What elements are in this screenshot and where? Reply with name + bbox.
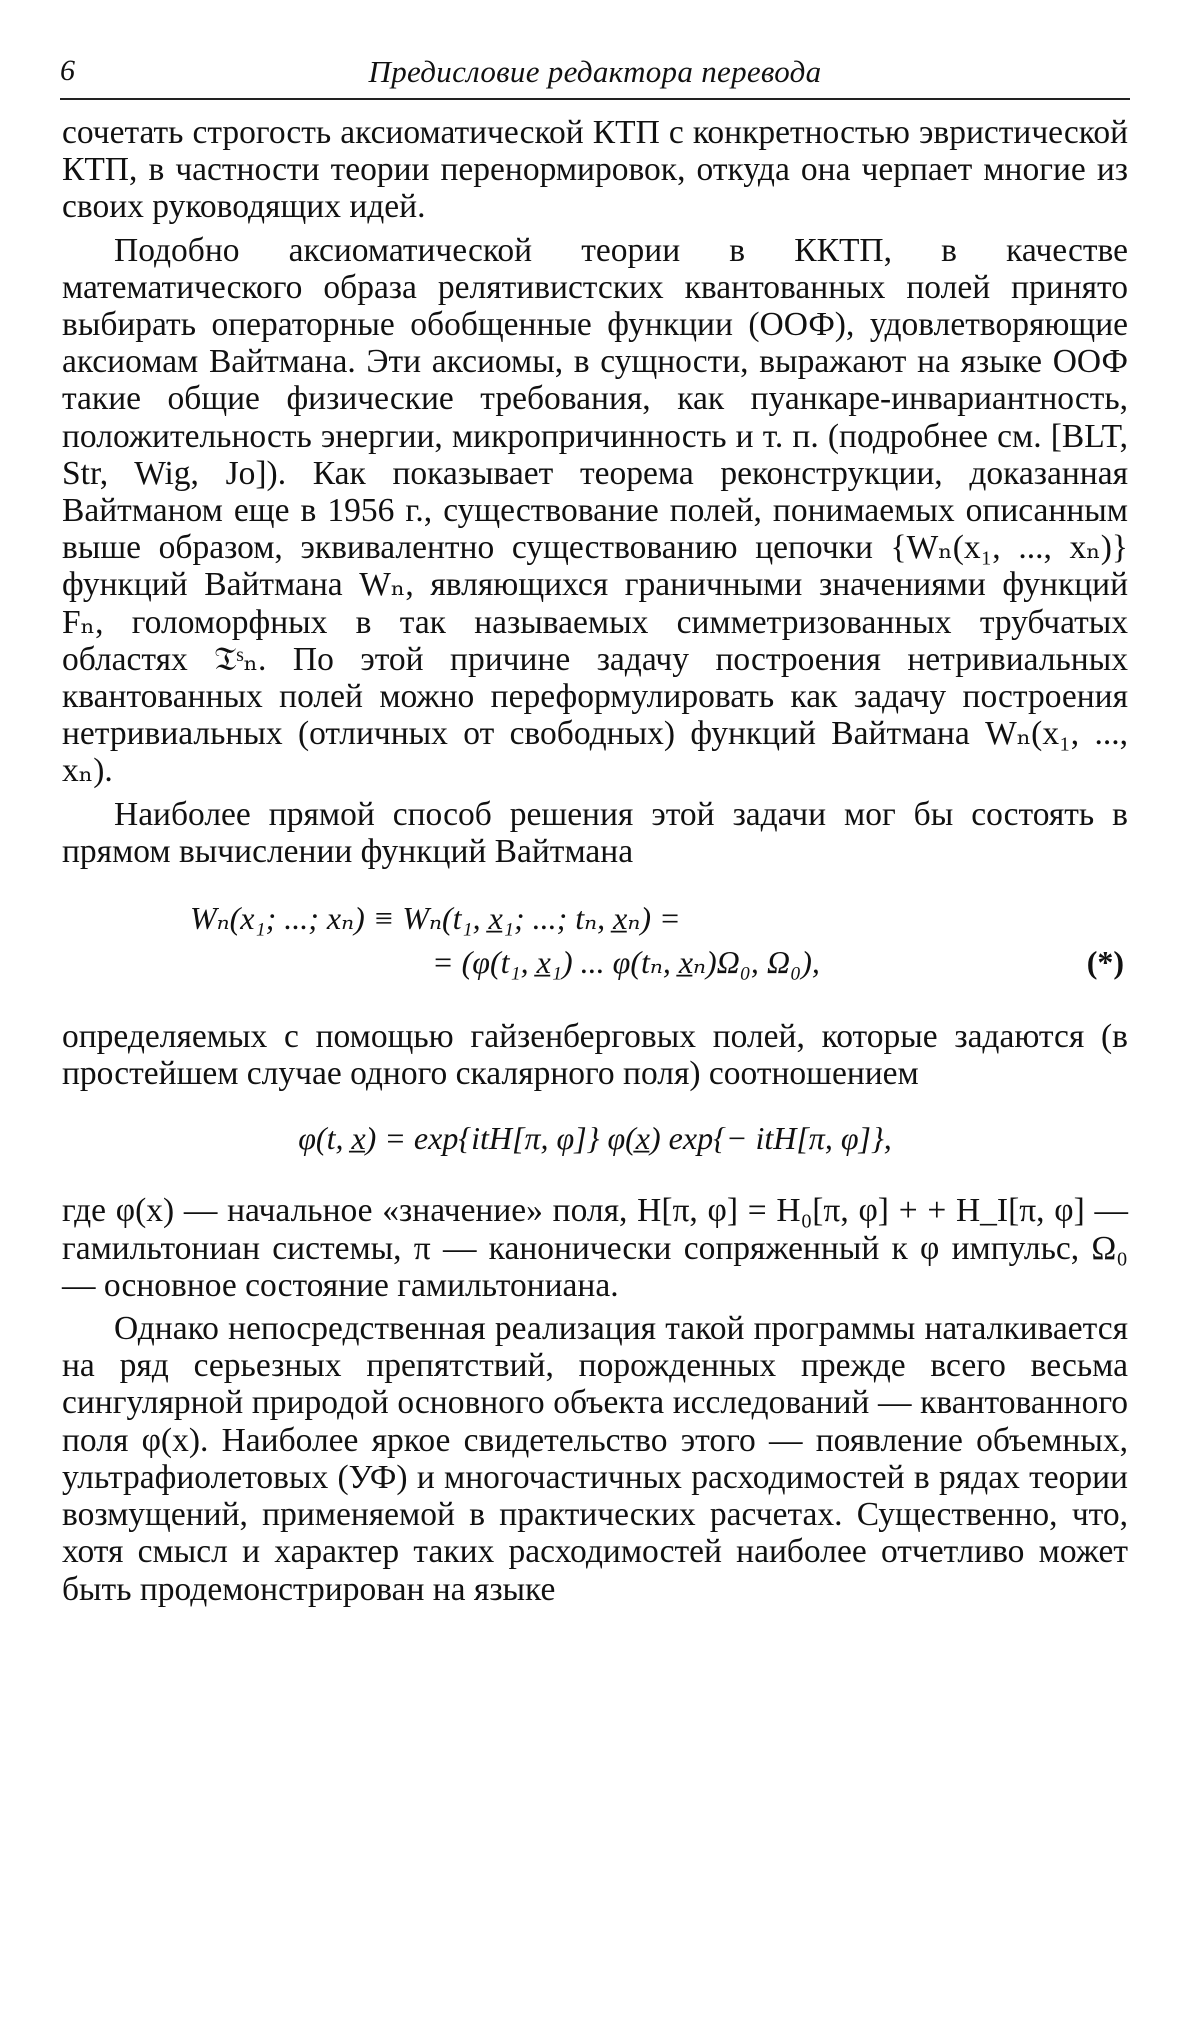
heisenberg-formula: φ(t, x̲) = exp{itH[π, φ]} φ(x̲) exp{− itH[π, φ]}, bbox=[298, 1120, 892, 1157]
paragraph-5: где φ(x) — начальное «значение» поля, H[π, φ] = H₀[π, φ] + + H_I[π, φ] — гамильтониан системы, π — канонически сопряженный к φ импульс, Ω₀ — основное состояние гамильтониана. bbox=[62, 1192, 1128, 1304]
running-head: Предисловие редактора перевода bbox=[368, 54, 822, 89]
page-header bbox=[60, 48, 1130, 98]
wightman-formula bbox=[62, 900, 1128, 988]
wightman-formula-line-1 bbox=[62, 900, 1128, 944]
paragraph-1: сочетать строгость аксиоматической КТП с конкретностью эвристической КТП, в частности теории перенормировок, откуда она черпает многие из своих руководящих идей. bbox=[62, 114, 1128, 226]
equation-tag: (*) bbox=[1086, 944, 1124, 981]
header-divider bbox=[60, 98, 1130, 100]
page-number: 6 bbox=[60, 54, 75, 87]
wightman-formula-line-2-text: = (φ(t₁, x̲₁) ... φ(tₙ, x̲ₙ)Ω₀, Ω₀), bbox=[432, 944, 820, 981]
paragraph-3: Наиболее прямой способ решения этой задачи мог бы состоять в прямом вычислении функций Вайтмана bbox=[62, 795, 1128, 870]
wightman-formula-line-2 bbox=[62, 944, 1128, 988]
wightman-formula-line-1-text: Wₙ(x₁; ...; xₙ) ≡ Wₙ(t₁, x̲₁; ...; tₙ, x̲ₙ) = bbox=[190, 900, 681, 937]
body-text bbox=[62, 114, 1128, 1614]
paragraph-2: Подобно аксиоматической теории в ККТП, в качестве математического образа релятивистских квантованных полей принято выбирать операторные обобщенные функции (ООФ), удовлетворяющие аксиомам Вайтмана. Эти аксиомы, в сущности, выражают на языке ООФ такие общие физические требования, как пуанкаре-инвариантность, положительность энергии, микропричинность и т. п. (подробнее см. [BLT, Str, Wig, Jo]). Как показывает теорема реконструкции, доказанная Вайтманом еще в 1956 г., существование полей, понимаемых описанным выше образом, эквивалентно существованию цепочки {Wₙ(x₁, ..., xₙ)} функций Вайтмана Wₙ, являющихся граничными значениями функций Fₙ, голоморфных в так называемых симметризованных трубчатых областях 𝔗ˢₙ. По этой причине задачу построения нетривиальных квантованных полей можно переформулировать как задачу построения нетривиальных (отличных от свободных) функций Вайтмана Wₙ(x₁, ..., xₙ). bbox=[62, 231, 1128, 790]
paragraph-4: определяемых с помощью гайзенберговых полей, которые задаются (в простейшем случае одного скалярного поля) соотношением bbox=[62, 1018, 1128, 1093]
paragraph-6: Однако непосредственная реализация такой программы наталкивается на ряд серьезных препятствий, порожденных прежде всего весьма сингулярной природой основного объекта исследований — квантованного поля φ(x). Наиболее яркое свидетельство этого — появление объемных, ультрафиолетовых (УФ) и многочастичных расходимостей в рядах теории возмущений, применяемой в практических расчетах. Существенно, что, хотя смысл и характер таких расходимостей наиболее отчетливо может быть продемонстрирован на языке bbox=[62, 1310, 1128, 1608]
